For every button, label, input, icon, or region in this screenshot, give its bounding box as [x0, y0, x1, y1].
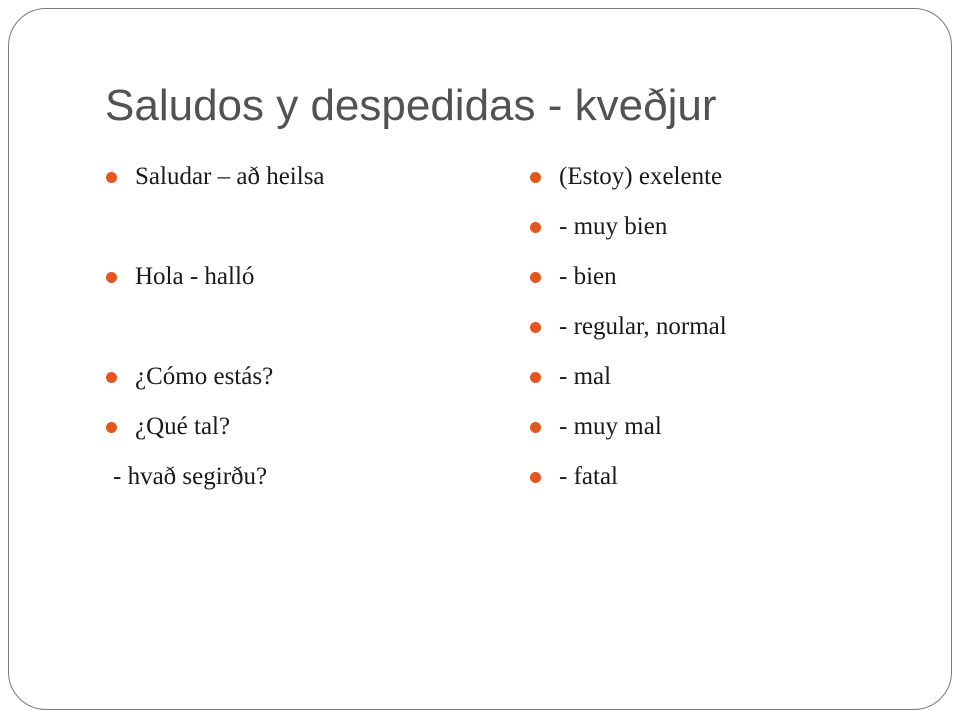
list-item-text: - regular, normal	[559, 313, 727, 340]
list-item-text: - muy mal	[559, 413, 662, 440]
slide-title: Saludos y despedidas - kveðjur	[105, 81, 717, 130]
list-item-text: Hola - halló	[135, 263, 255, 290]
bullet-icon	[106, 372, 117, 383]
bullet-icon	[106, 422, 117, 433]
list-item-text: - muy bien	[559, 213, 668, 240]
list-item-text: Saludar – að heilsa	[135, 163, 325, 190]
list-item-text: ¿Qué tal?	[135, 413, 231, 440]
list-item-text: - hvað segirðu?	[113, 463, 268, 490]
bullet-icon	[530, 422, 541, 433]
list-item-text: - mal	[559, 363, 612, 390]
bullet-icon	[106, 172, 117, 183]
bullet-icon	[530, 322, 541, 333]
bullet-icon	[530, 272, 541, 283]
bullet-icon	[530, 222, 541, 233]
list-item-text: (Estoy) exelente	[559, 163, 723, 190]
list-item-text: - bien	[559, 263, 617, 290]
list-item-text: ¿Cómo estás?	[135, 363, 274, 390]
bullet-icon	[106, 272, 117, 283]
bullet-icon	[530, 372, 541, 383]
bullet-icon	[530, 172, 541, 183]
bullet-icon	[530, 472, 541, 483]
list-item-text: - fatal	[559, 463, 618, 490]
